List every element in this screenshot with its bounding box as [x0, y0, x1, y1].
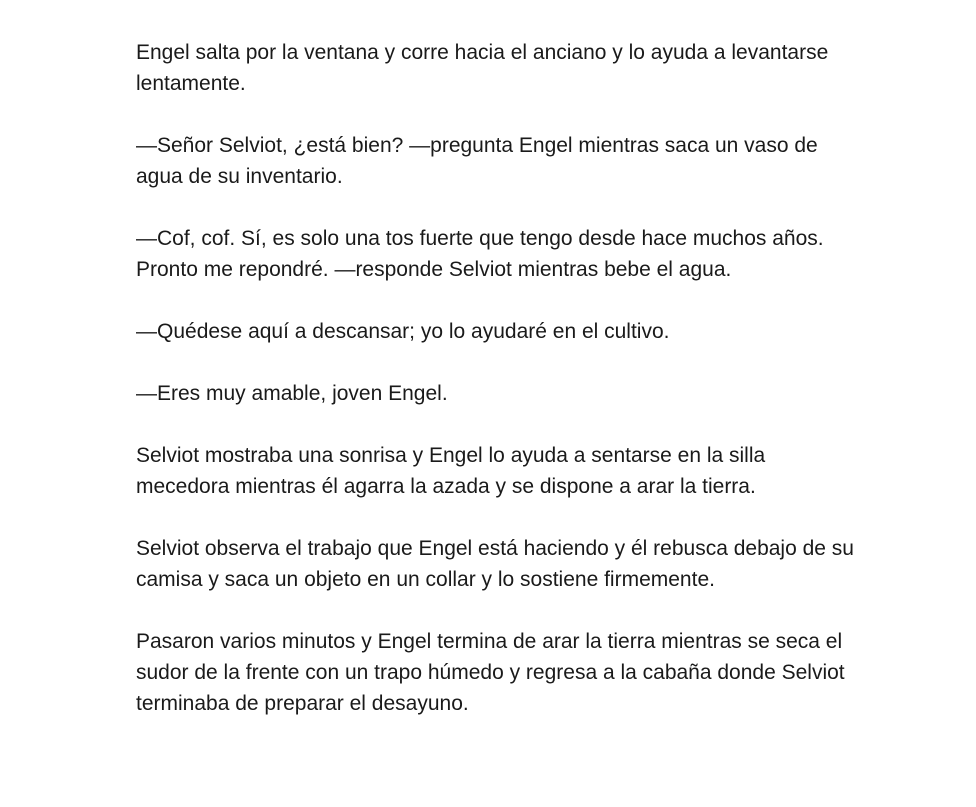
paragraph-5: —Eres muy amable, joven Engel. — [136, 382, 448, 405]
paragraph-8: Pasaron varios minutos y Engel termina de arar la tierra mientras se seca el sudor de la frente con un trapo húmedo y regresa a la cabaña donde Selviot terminaba de preparar el desayuno. — [136, 630, 845, 715]
paragraph-2: —Señor Selviot, ¿está bien? —pregunta Engel mientras saca un vaso de agua de su inventario. — [136, 134, 818, 188]
paragraph-4: —Quédese aquí a descansar; yo lo ayudaré en el cultivo. — [136, 320, 670, 343]
paragraph-3: —Cof, cof. Sí, es solo una tos fuerte que tengo desde hace muchos años. Pronto me repondré. —responde Selviot mientras bebe el agua. — [136, 227, 824, 281]
paragraph-6: Selviot mostraba una sonrisa y Engel lo ayuda a sentarse en la silla mecedora mientras él agarra la azada y se dispone a arar la tierra. — [136, 444, 766, 498]
document-body — [136, 37, 856, 719]
paragraph-7: Selviot observa el trabajo que Engel está haciendo y él rebusca debajo de su camisa y saca un objeto en un collar y lo sostiene firmemente. — [136, 537, 854, 591]
paragraph-1: Engel salta por la ventana y corre hacia el anciano y lo ayuda a levantarse lentamente. — [136, 41, 829, 95]
